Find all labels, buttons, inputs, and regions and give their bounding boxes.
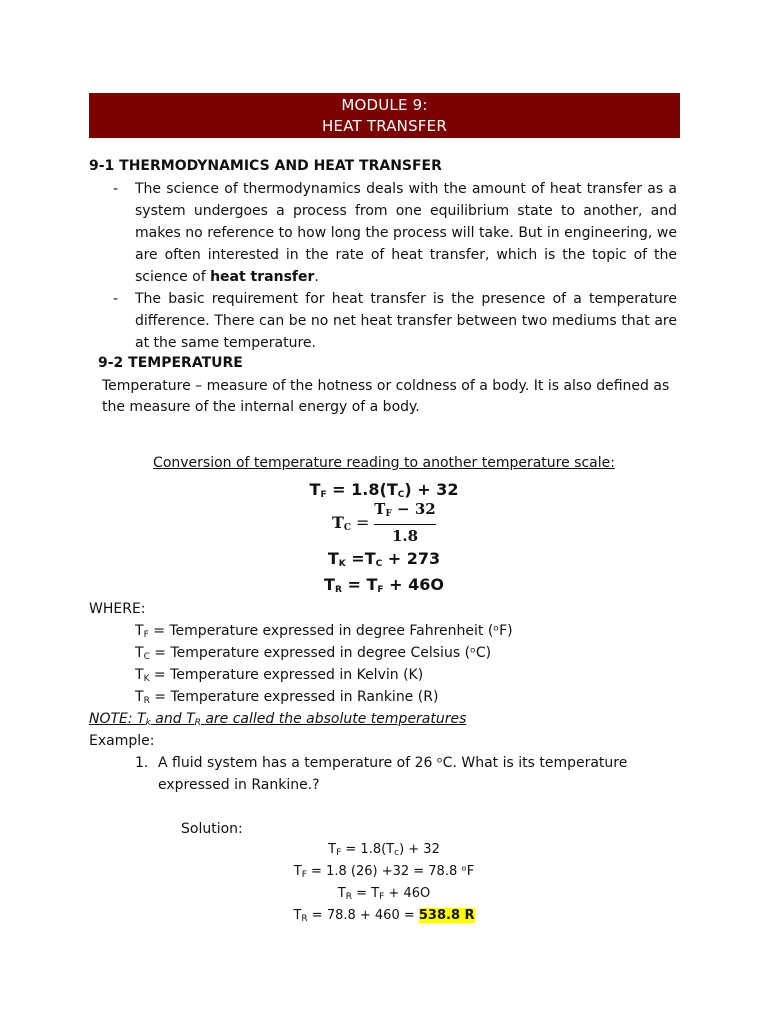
bold-term: heat transfer: [210, 269, 315, 285]
bullet-requirement: [113, 288, 678, 354]
fraction-numerator: $T_F - 32$: [374, 500, 436, 519]
module-banner: [89, 93, 680, 138]
conversion-title: Conversion of temperature reading to another temperature scale:: [153, 455, 615, 471]
section-heading-thermo: 9-1 THERMODYNAMICS AND HEAT TRANSFER: [89, 158, 442, 174]
formula-celsius: $T_C$ = $T_F - 32$ 1.8: [332, 500, 436, 545]
example-question-line1: A fluid system has a temperature of 26 ᵒC. What is its temperature: [158, 755, 628, 771]
where-label: WHERE:: [89, 601, 146, 617]
bullet-text: The basic requirement for heat transfer is the presence of a temperature difference. There can be no net heat transfer between two mediums that are at the same temperature.: [135, 291, 677, 351]
solution-step-2: $T_F = 1.8$ (26) +32 = 78.8 ᵒF: [293, 864, 475, 880]
bullet-dash: -: [113, 181, 119, 197]
formula-rankine: $T_R = T_F + 46O$: [324, 575, 444, 595]
solution-label: Solution:: [181, 821, 243, 837]
solution-step-3: $T_R = T_F + 46O$: [337, 886, 431, 902]
example-question-line2: expressed in Rankine.?: [158, 777, 320, 793]
example-number: 1.: [135, 755, 149, 771]
fraction-bar: [374, 524, 436, 525]
fraction-denominator: 1.8: [391, 527, 419, 545]
solution-step-4: $T_R = 78.8 + 460 = 538.8$ R: [293, 908, 475, 924]
module-number: MODULE 9:: [341, 96, 428, 114]
bullet-dash: -: [113, 291, 119, 307]
where-item-celsius: $T_C$ = Temperature expressed in degree Celsius (ᵒC): [135, 645, 492, 662]
bullet-text: The science of thermodynamics deals with the amount of heat transfer as a system undergoes a process from one equilibrium state to another, and makes no reference to how long the process will take. But in engineering, we are often interested in the rate of heat transfer, which is the topic of the science of heat transfer.: [135, 181, 677, 285]
module-title: HEAT TRANSFER: [322, 117, 447, 135]
temperature-definition: Temperature – measure of the hotness or coldness of a body. It is also defined as the measure of the internal energy of a body.: [102, 378, 670, 415]
bullet-thermodynamics: [113, 178, 678, 285]
final-answer-highlight: 538.8 R: [418, 908, 475, 923]
where-item-fahrenheit: $T_F$ = Temperature expressed in degree Fahrenheit (ᵒF): [135, 623, 513, 640]
where-item-rankine: $T_R$ = Temperature expressed in Rankine (R): [135, 689, 439, 706]
section-heading-temperature: 9-2 TEMPERATURE: [98, 355, 243, 371]
example-label: Example:: [89, 733, 155, 749]
where-item-kelvin: $T_K$ = Temperature expressed in Kelvin (K): [135, 667, 424, 684]
formula-kelvin: $T_K =T_C + 273$: [327, 549, 441, 569]
solution-step-1: $T_F = 1.8(T_c) + 32$: [328, 842, 440, 858]
absolute-temperature-note: NOTE: $T_k$ and $T_R$ are called the absolute temperatures: [89, 711, 467, 728]
formula-fahrenheit: $T_F = 1.8(T_C) + 32$: [309, 480, 459, 500]
